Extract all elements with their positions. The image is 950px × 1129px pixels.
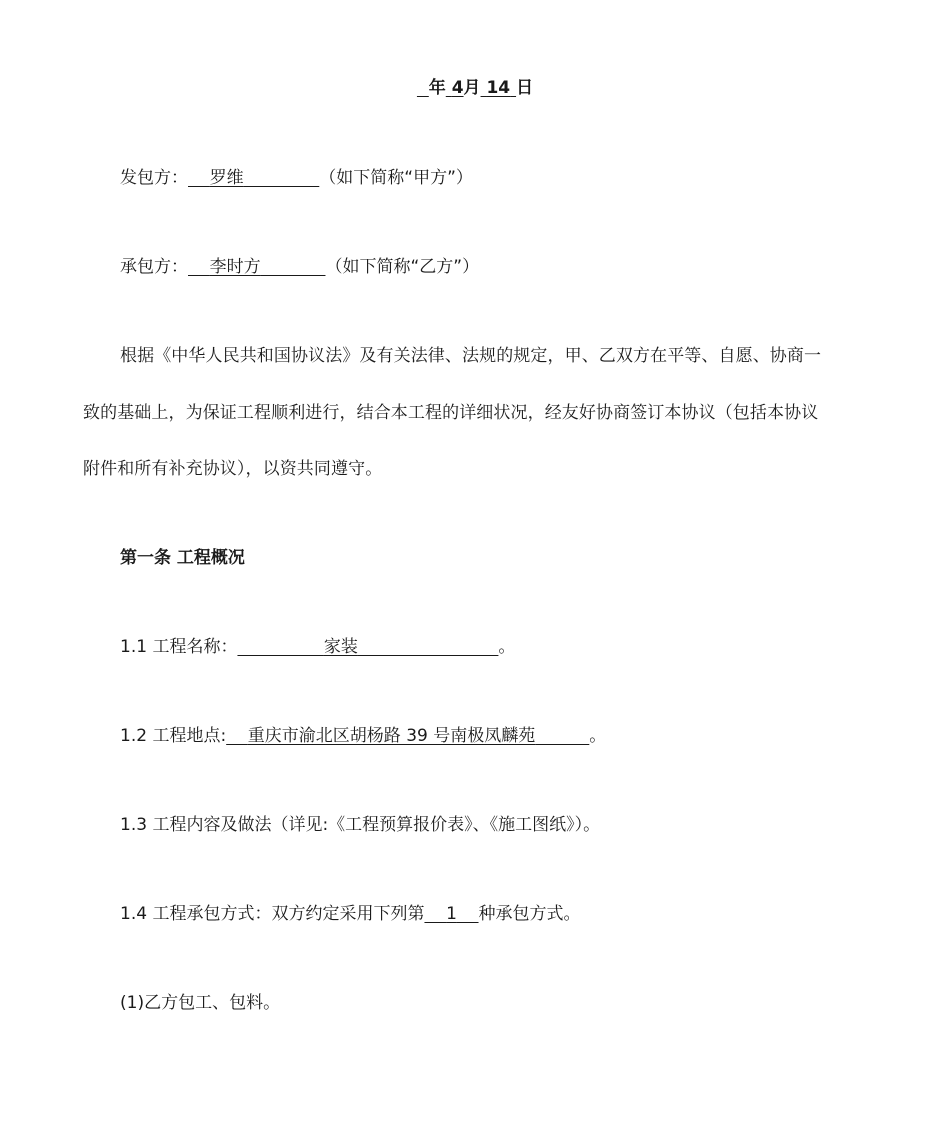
preamble-line-1: 根据《中华人民共和国协议法》及有关法律、法规的规定，甲、乙双方在平等、自愿、协商一: [120, 346, 822, 366]
item-1-4-end: 种承包方式。: [478, 904, 581, 924]
project-address-field: [226, 726, 589, 746]
project-name: 家装: [323, 637, 358, 657]
contract-method-field: [424, 904, 478, 924]
day-value: 14: [486, 78, 511, 98]
project-address: 重庆市渝北区胡杨路 39 号南极凤麟苑: [247, 726, 536, 746]
item-1-1-label: 1.1 工程名称：: [120, 637, 238, 657]
item-1-2-end: 。: [589, 726, 607, 746]
day-label: 日: [516, 78, 534, 98]
project-name-field: [237, 637, 498, 657]
month-label: 月: [463, 78, 481, 98]
preamble-line-2: 致的基础上，为保证工程顺利进行，结合本工程的详细状况，经友好协商签订本协议（包括本协议: [83, 403, 819, 423]
year-blank: [417, 78, 429, 98]
party-b-name-field: [188, 257, 325, 277]
year-label: 年: [428, 78, 446, 98]
party-a-suffix: （如下简称“甲方”）: [319, 168, 473, 188]
option-1: (1)乙方包工、包料。: [120, 993, 281, 1013]
party-b-label: 承包方：: [120, 257, 188, 277]
article-1-heading: 第一条 工程概况: [120, 548, 245, 568]
item-1-2: [120, 726, 606, 746]
month-value: 4: [451, 78, 464, 98]
preamble-line-3: 附件和所有补充协议），以资共同遵守。: [83, 459, 383, 479]
item-1-4-label: 1.4 工程承包方式：双方约定采用下列第: [120, 904, 425, 924]
contract-method-number: 1: [446, 904, 457, 924]
party-b-suffix: （如下简称“乙方”）: [325, 257, 480, 277]
item-1-4: [120, 904, 581, 924]
party-a-line: [120, 168, 473, 188]
item-1-1-end: 。: [498, 637, 516, 657]
party-a-name-field: [188, 168, 319, 188]
item-1-2-label: 1.2 工程地点:: [120, 726, 227, 746]
party-b-line: [120, 257, 479, 277]
item-1-1: [120, 637, 515, 657]
party-b-name: 李时方: [209, 257, 261, 277]
party-a-name: 罗维: [209, 168, 244, 188]
party-a-label: 发包方：: [120, 168, 188, 188]
item-1-3: 1.3 工程内容及做法（详见:《工程预算报价表》、《施工图纸》）。: [120, 815, 601, 835]
contract-date: [0, 78, 950, 98]
